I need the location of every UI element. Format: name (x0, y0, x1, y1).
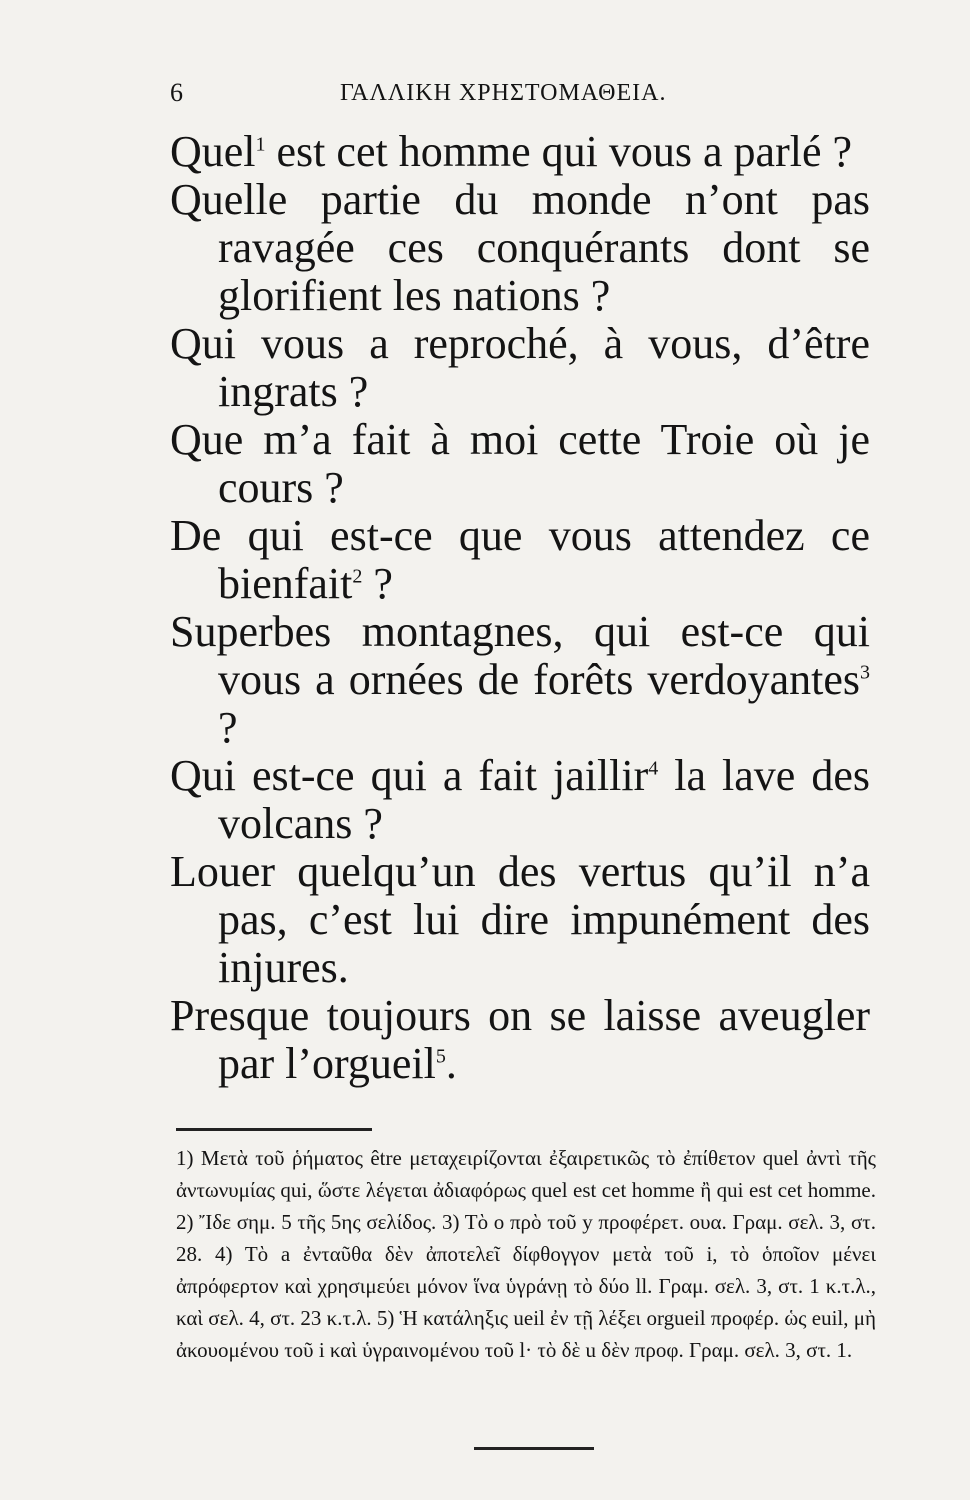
footnote-marker: 3 (860, 661, 870, 684)
footnote-marker: 1 (255, 133, 266, 156)
sentence: Que m’a fait à moi cette Troie où je cours ? (170, 415, 870, 512)
footnote-marker: 5 (435, 1045, 446, 1068)
sentence: Louer quelqu’un des vertus qu’il n’a pas, c’est lui dire impunément des injures. (170, 847, 870, 992)
running-title: ΓΑΛΛΙΚΗ ΧΡΗΣΤΟΜΑΘΕΙΑ. (340, 80, 667, 106)
sentence: De qui est-ce que vous attendez ce bienfait$^2$ ? (170, 511, 870, 608)
sentence: Quelle partie du monde n’ont pas ravagée ces conquérants dont se glorifient les nations ? (170, 175, 870, 320)
sentence: Qui vous a reproché, à vous, d’être ingrats ? (170, 319, 870, 416)
sentence: Superbes montagnes, qui est-ce qui vous a ornées de forêts verdoyantes$^3$ ? (170, 607, 870, 752)
sentence: Quel$^1$ est cet homme qui vous a parlé ? (170, 127, 853, 176)
main-text (170, 128, 870, 1088)
sentence: Presque toujours on se laisse aveugler par l’orgueil$^5$. (170, 991, 870, 1088)
footnote-marker: 4 (648, 757, 659, 780)
footnotes (176, 1142, 876, 1366)
footnote-separator (176, 1128, 372, 1131)
bottom-rule (474, 1447, 594, 1450)
sentence: Qui est-ce qui a fait jaillir$^4$ la lave des volcans ? (170, 751, 870, 848)
page-number: 6 (170, 78, 183, 107)
footnote-marker: 2 (352, 565, 363, 588)
page-header (170, 78, 870, 118)
footnote-text: 1) Μετὰ τοῦ ῥήματος être μεταχειρίζονται ἐξαιρετικῶς τὸ ἐπίθετον quel ἀντὶ τῆς ἀντωνυμίας qui, ὥστε λέγεται ἀδιαφόρως quel est cet homme ἢ qui est cet homme. 2) Ἴδε σημ. 5 τῆς 5ης σελίδος. 3) Τὸ ο πρὸ τοῦ y προφέρετ. ουα. Γραμ. σελ. 3, στ. 28. 4) Τὸ a ἐνταῦθα δὲν ἀποτελεῖ δίφθογγον μετὰ τοῦ i, τὸ ὁποῖον μένει ἀπρόφερτον καὶ χρησιμεύει μόνον ἵνα ὑγράνῃ τὸ δύο ll. Γραμ. σελ. 3, στ. 1 κ.τ.λ., καὶ σελ. 4, στ. 23 κ.τ.λ. 5) Ἡ κατάληξις ueil ἐν τῇ λέξει orgueil προφέρ. ὡς euil, μὴ ἀκουομένου τοῦ i καὶ ὑγραινομένου τοῦ l· τὸ δὲ u δὲν προφ. Γραμ. σελ. 3, στ. 1. (176, 1146, 876, 1362)
